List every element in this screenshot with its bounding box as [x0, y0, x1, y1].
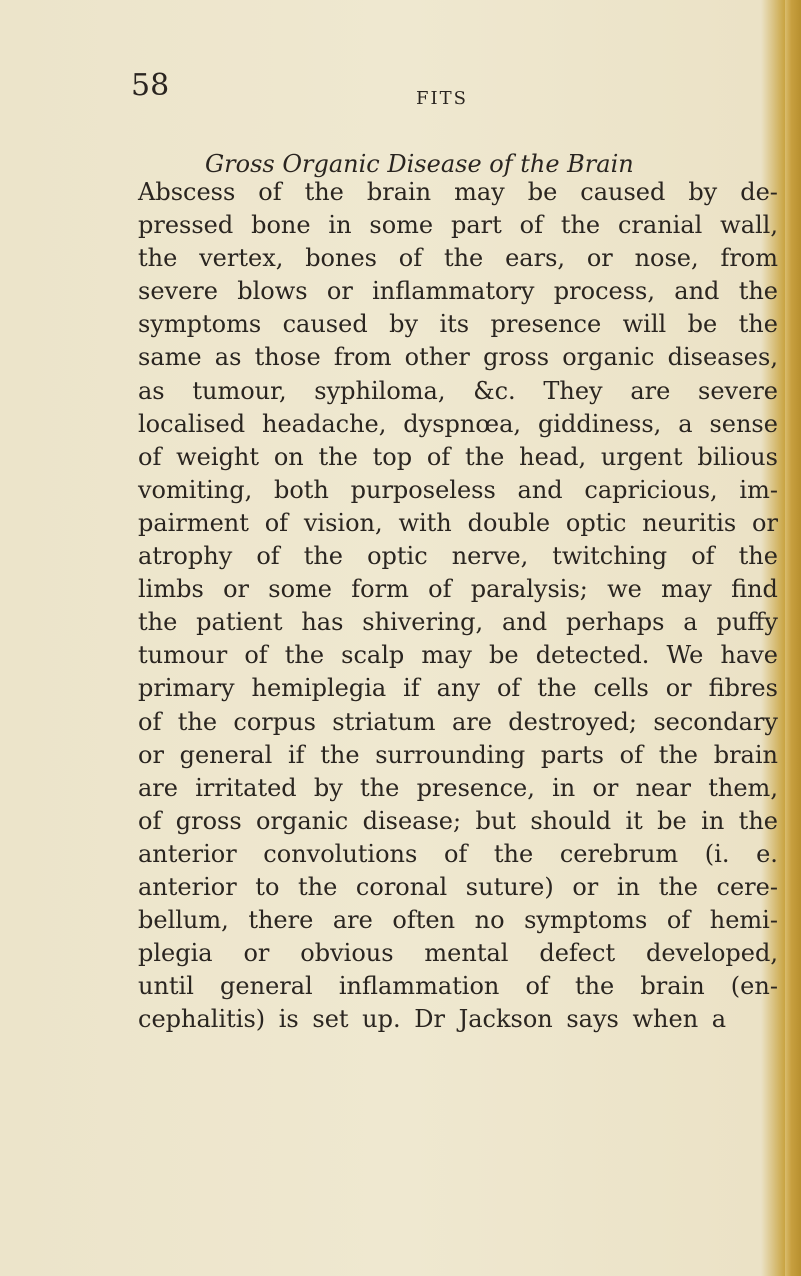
text-line: vomiting, both purposeless and capricious, im- [138, 475, 778, 504]
text-line: as tumour, syphiloma, &c. They are severe [138, 376, 778, 405]
text-line: severe blows or inflammatory process, and the [138, 277, 778, 306]
text-line: pressed bone in some part of the cranial wall, [138, 211, 778, 240]
text-line: until general inflammation of the brain (en- [138, 972, 778, 1001]
text-line: anterior convolutions of the cerebrum (i. e. [138, 839, 778, 868]
text-line: symptoms caused by its presence will be the [138, 310, 778, 339]
text-line: are irritated by the presence, in or near them, [138, 773, 778, 802]
text-line: tumour of the scalp may be detected. We have [138, 641, 778, 670]
text-line: limbs or some form of paralysis; we may find [138, 575, 778, 604]
text-line: localised headache, dyspnœa, giddiness, a sense [138, 409, 778, 438]
text-line: or general if the surrounding parts of the brain [138, 740, 778, 769]
text-line: atrophy of the optic nerve, twitching of the [138, 542, 778, 571]
page-number: 58 [131, 68, 170, 103]
text-line: cephalitis) is set up. Dr Jackson says when a [138, 1005, 727, 1034]
text-line: primary hemiplegia if any of the cells or fibres [138, 674, 778, 703]
text-line: of gross organic disease; but should it be in the [138, 806, 778, 835]
section-title: Gross Organic Disease of the Brain [205, 150, 634, 178]
page-edge [785, 0, 801, 1276]
text-line: pairment of vision, with double optic neuritis or [138, 508, 778, 537]
running-head: FITS [416, 88, 468, 109]
body-text [138, 176, 778, 1036]
text-line: plegia or obvious mental defect developed, [138, 939, 778, 968]
text-line: same as those from other gross organic diseases, [138, 343, 778, 372]
text-line: the vertex, bones of the ears, or nose, from [138, 244, 778, 273]
text-line: anterior to the coronal suture) or in the cere- [138, 872, 778, 901]
text-line: Abscess of the brain may be caused by de- [138, 178, 778, 206]
text-line: bellum, there are often no symptoms of hemi- [138, 906, 778, 935]
text-line: of the corpus striatum are destroyed; secondary [138, 707, 778, 736]
text-line: the patient has shivering, and perhaps a puffy [138, 608, 778, 637]
text-line: of weight on the top of the head, urgent bilious [138, 442, 778, 471]
